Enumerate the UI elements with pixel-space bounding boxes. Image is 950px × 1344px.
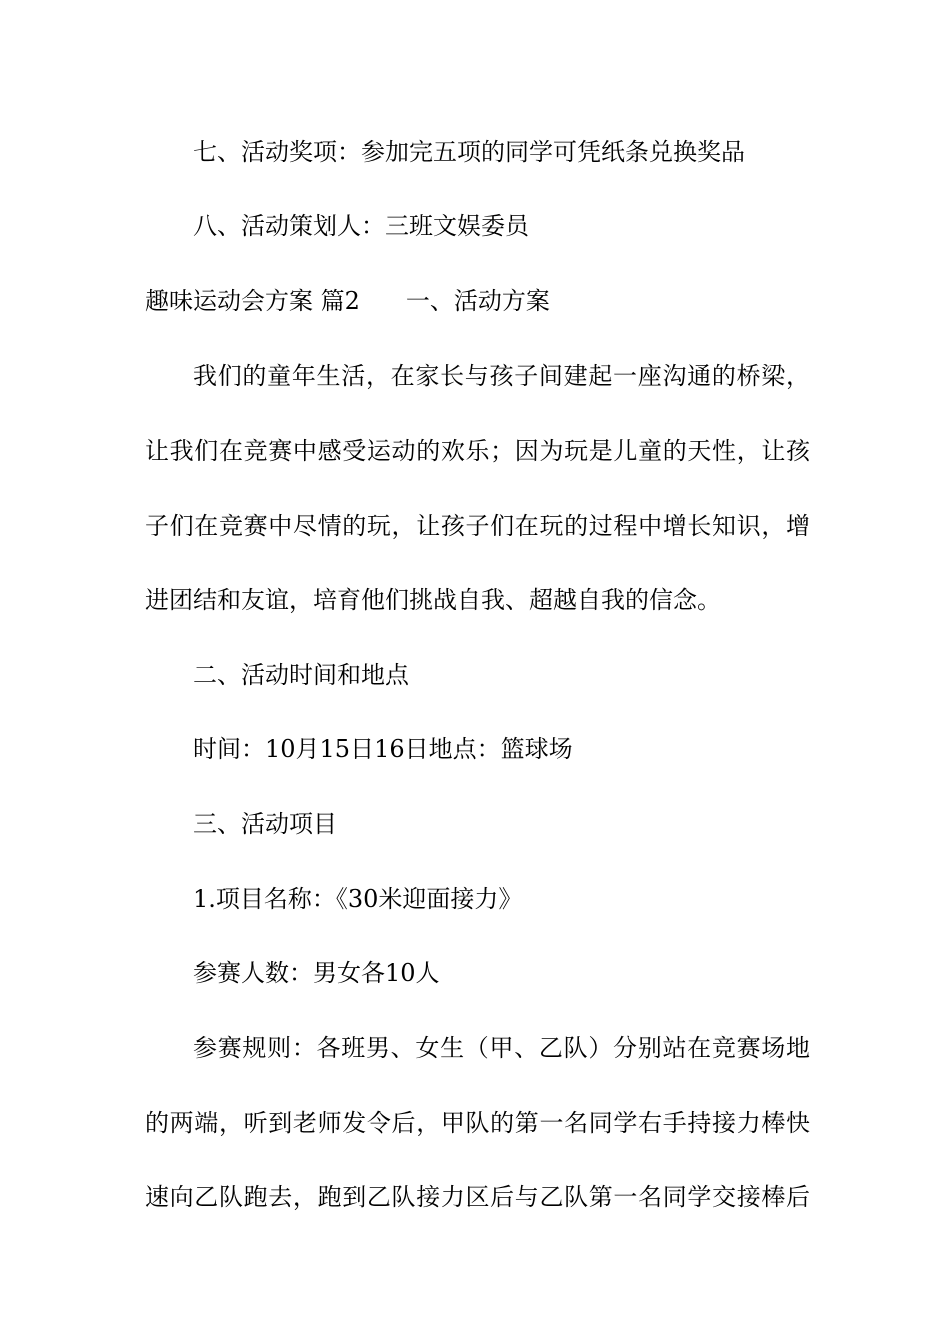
paragraph-line: 参赛人数：男女各10人 [193,959,440,987]
paragraph-line: 我们的童年生活，在家长与孩子间建起一座沟通的桥梁， [193,362,810,390]
paragraph-line: 1.项目名称：《30米迎面接力》 [193,885,523,913]
document-title: 趣味运动会方案 篇2 [145,287,360,315]
paragraph-line: 七、活动奖项：参加完五项的同学可凭纸条兑换奖品 [193,138,745,166]
paragraph-line: 时间：10月15日16日地点：篮球场 [193,735,573,763]
paragraph-line: 八、活动策划人：三班文娱委员 [193,212,529,240]
paragraph-line: 二、活动时间和地点 [193,661,409,689]
paragraph-line: 的两端，听到老师发令后，甲队的第一名同学右手持接力棒快 [145,1109,810,1137]
section-title: 一、活动方案 [405,287,550,315]
paragraph-line: 进团结和友谊，培育他们挑战自我、超越自我的信念。 [145,586,721,614]
paragraph-line: 让我们在竞赛中感受运动的欢乐；因为玩是儿童的天性，让孩 [145,437,810,465]
paragraph-line: 三、活动项目 [193,810,337,838]
paragraph-line: 子们在竞赛中尽情的玩，让孩子们在玩的过程中增长知识，增 [145,512,810,540]
paragraph-line: 速向乙队跑去，跑到乙队接力区后与乙队第一名同学交接棒后 [145,1183,810,1211]
section-heading [145,286,810,316]
paragraph-line: 参赛规则：各班男、女生（甲、乙队）分别站在竞赛场地 [193,1034,810,1062]
